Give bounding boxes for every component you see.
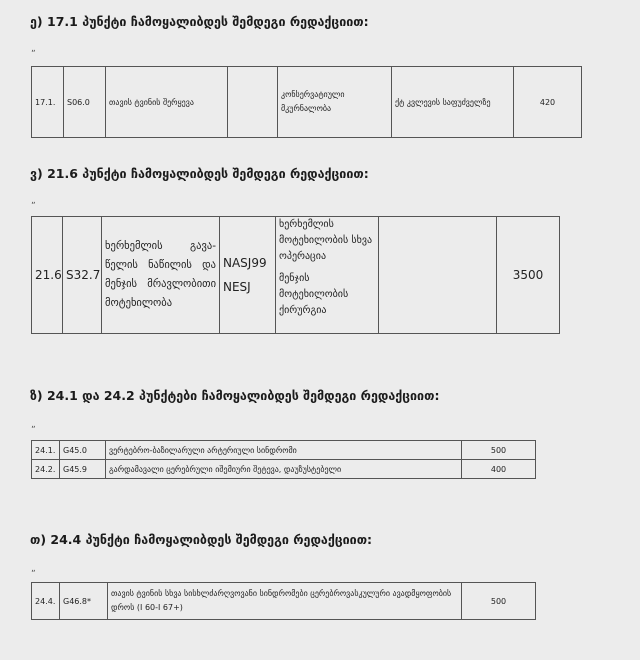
proc-code-2: NESJ bbox=[223, 280, 251, 294]
section-e-quote: „ bbox=[31, 44, 36, 54]
cell-name: თავის ტვინის შერყევა bbox=[106, 67, 228, 138]
section-t-table bbox=[31, 582, 536, 620]
section-z-quote: „ bbox=[31, 420, 36, 430]
cell-price: 500 bbox=[462, 441, 536, 460]
table-row bbox=[32, 67, 582, 138]
section-e-heading: ე) 17.1 პუნქტი ჩამოყალიბდეს შემდეგი რედაქციით: bbox=[30, 14, 369, 29]
cell-proc-name: ქტ კვლევის საფუძველზე bbox=[392, 67, 514, 138]
section-v-table bbox=[31, 216, 560, 334]
proc-desc-1: ხერხემლის მოტეხილობის სხვა ოპერაცია bbox=[279, 219, 373, 262]
cell-name: გარდამავალი ცერებრული იშემიური შეტევა, დაუზუსტებელი bbox=[106, 460, 462, 479]
section-v-quote: „ bbox=[31, 196, 36, 206]
cell-proc-class: კონსერვატიული მკურნალობა bbox=[278, 67, 392, 138]
cell-icd: G45.9 bbox=[60, 460, 106, 479]
section-t-quote: „ bbox=[31, 564, 36, 574]
table-row bbox=[32, 583, 536, 620]
cell-price: 3500 bbox=[497, 217, 560, 334]
table-row bbox=[32, 441, 536, 460]
section-e-table bbox=[31, 66, 582, 138]
cell-icd: S32.7 bbox=[63, 217, 102, 334]
cell-price: 420 bbox=[514, 67, 582, 138]
cell-blank bbox=[228, 67, 278, 138]
cell-icd: S06.0 bbox=[64, 67, 106, 138]
proc-code-1: NASJ99 bbox=[223, 256, 267, 270]
cell-code-no: 17.1. bbox=[32, 67, 64, 138]
cell-price: 500 bbox=[462, 583, 536, 620]
cell-code-no: 24.4. bbox=[32, 583, 60, 620]
cell-code-no: 24.1. bbox=[32, 441, 60, 460]
section-t-heading: თ) 24.4 პუნქტი ჩამოყალიბდეს შემდეგი რედაქციით: bbox=[30, 532, 373, 547]
section-z-heading: ზ) 24.1 და 24.2 პუნქტები ჩამოყალიბდეს შემდეგი რედაქციით: bbox=[30, 388, 440, 403]
cell-name: ვერტებრო-ბაზილარული არტერიული სინდრომი bbox=[106, 441, 462, 460]
section-v-heading: ვ) 21.6 პუნქტი ჩამოყალიბდეს შემდეგი რედაქციით: bbox=[30, 166, 369, 181]
table-row bbox=[32, 217, 560, 334]
cell-proc-codes bbox=[220, 217, 276, 334]
cell-name: ხერხემლის გავა-წელის ნაწილის და მენჯის მრავლობითი მოტეხილობა bbox=[102, 217, 220, 334]
cell-price: 400 bbox=[462, 460, 536, 479]
cell-code-no: 21.6 bbox=[32, 217, 63, 334]
cell-icd: G45.0 bbox=[60, 441, 106, 460]
cell-code-no: 24.2. bbox=[32, 460, 60, 479]
proc-desc-2: მენჯის მოტეხილობის ქირურგია bbox=[279, 273, 349, 316]
cell-blank bbox=[379, 217, 497, 334]
section-z-table bbox=[31, 440, 536, 479]
table-row bbox=[32, 460, 536, 479]
cell-icd: G46.8* bbox=[60, 583, 108, 620]
cell-name: თავის ტვინის სხვა სისხლძარღვოვანი სინდრომები ცერებროვასკულური ავადმყოფობის დროს (I 60-I 67+) bbox=[108, 583, 462, 620]
cell-proc-descs bbox=[276, 217, 379, 334]
